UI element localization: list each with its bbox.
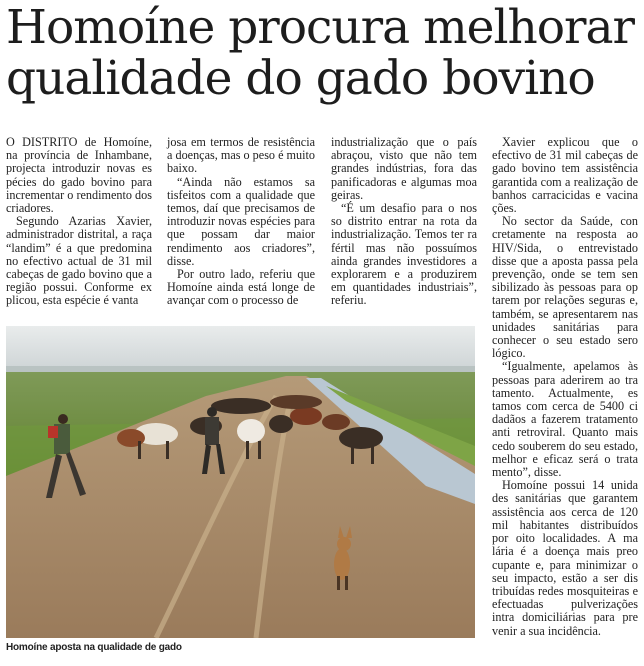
article-paragraph: No sector da Saúde, con cretamente na resposta ao HIV/Sida, o entrevistado disse que a aposta passa pela prevenção, onde se tem sen sibilizado às pessoas para op tarem por relações seguras e, também, se apresentarem nas unidades sanitárias para conhecer o seu estado sero lógico.: [492, 214, 638, 361]
article-paragraph: “Igualmente, apelamos às pessoas para aderirem ao tra tamento. Actualmente, es tamos com cerca de 5400 ci dadãos a fazerem tratamento anti retroviral. Quanto mais cedo souberem do seu estado, melhor e eficaz será o trata mento”, disse.: [492, 359, 638, 480]
article-paragraph: “É um desafio para o nos so distrito entrar na rota da industrialização. Temos ter ra fértil mas não possuímos ainda grandes investidores a explorarem e a produzirem em quantidades industriais”, referiu.: [331, 201, 477, 308]
photo-caption: Homoíne aposta na qualidade de gado: [6, 642, 182, 653]
article-column-2: [167, 136, 315, 308]
cattle-photo: [6, 326, 475, 638]
article-column-3: [331, 136, 477, 308]
article-column-1: [6, 136, 152, 308]
article-paragraph: Homoíne possui 14 unida des sanitárias que garantem assistência aos cerca de 120 mil habitantes distribuídos por oito localidades. A ma lária é a doença mais preo cupante e, para minimizar o seu impacto, estão a ser dis tribuídas redes mosquiteiras e efectuadas pulverizações intra domiciliárias para pre venir a sua incidência.: [492, 478, 638, 638]
article-paragraph: Segundo Azarias Xavier, administrador distrital, a raça “landim” é a que predomina no efectivo actual de 31 mil cabeças de gado bovino que a região possui. Conforme ex plicou, esta espécie é vanta: [6, 214, 152, 308]
article-headline: Homoíne procura melhorar qualidade do gado bovino: [6, 0, 635, 106]
article-paragraph: Por outro lado, referiu que Homoíne ainda está longe de avançar com o processo de: [167, 267, 315, 308]
article-paragraph: O DISTRITO de Homoíne, na província de Inhambane, projecta introduzir novas es pécies do gado bovino para incrementar o rendimento dos criadores.: [6, 135, 152, 216]
article-paragraph: josa em termos de resistência a doenças, mas o peso é muito baixo.: [167, 135, 315, 176]
article-paragraph: industrialização que o país abraçou, visto que não tem grandes indústrias, fora das panificadoras e algumas moa geiras.: [331, 135, 477, 202]
article-column-4: [492, 136, 638, 638]
cattle-road-illustration: [6, 326, 475, 638]
article-paragraph: “Ainda não estamos sa tisfeitos com a qualidade que temos, daí que precisamos de introduzir novas espécies para que possam dar maior rendimento aos criadores”, disse.: [167, 174, 315, 268]
article-paragraph: Xavier explicou que o efectivo de 31 mil cabeças de gado bovino tem assistência garantida com a realização de banhos carracicidas e vacina ções.: [492, 135, 638, 216]
